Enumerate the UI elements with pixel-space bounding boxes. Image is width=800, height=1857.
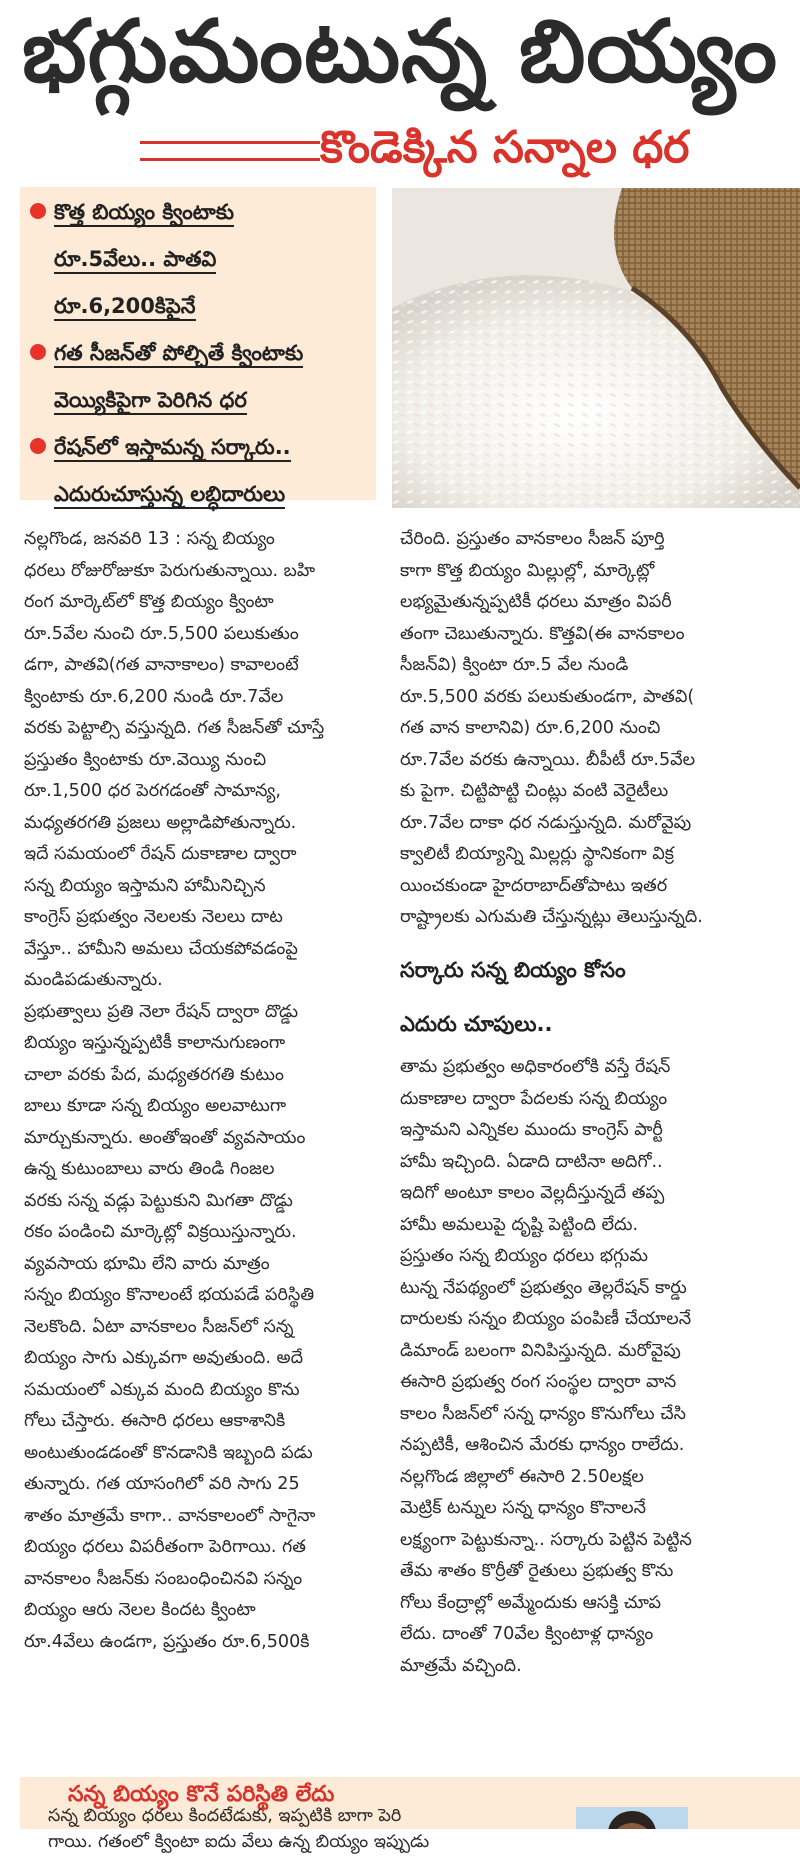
article-line: రూ.5,500 వరకు పలుకుతుండగా, పాతవి(	[400, 686, 695, 707]
article-line: సీజన్‌వి) క్వింటా రూ.5 వేల నుండి	[400, 655, 629, 675]
subheadline-banner	[140, 117, 800, 179]
article-line: దారులకు సన్నం బియ్యం పంపిణీ చేయాలనే	[400, 1309, 692, 1329]
quote-line: సన్న బియ్యం ధరలు కిందటేడుకు, ఇప్పటికి బాగా పెరి	[48, 1806, 402, 1826]
article-line: మధ్యతరగతి ప్రజలు అల్లాడిపోతున్నారు.	[24, 812, 297, 833]
rice-sack-illustration	[392, 188, 800, 508]
article-line: కాలం సీజన్‌లో సన్న ధాన్యం కొనుగోలు చేసి	[400, 1403, 686, 1424]
article-line: మార్చుకున్నారు. అంతోఇంతో వ్యవసాయం	[24, 1127, 306, 1148]
article-line: గోలు చేస్తారు. ఈసారి ధరలు ఆకాశానికి	[24, 1411, 286, 1431]
article-line: మాత్రమే వచ్చింది.	[400, 1655, 522, 1676]
article-line: డగా, పాతవి(గత వానాకాలం) కావాలంటే	[24, 655, 299, 675]
person-portrait	[576, 1807, 688, 1829]
article-line: మండిపడుతున్నారు.	[24, 970, 163, 990]
article-line: లేదు. దాంతో 70వేల క్వింటాళ్ల ధాన్యం	[400, 1624, 654, 1644]
highlight-item	[30, 424, 370, 518]
article-line: హామీ ఇచ్చింది. ఏడాది దాటినా అదిగో..	[400, 1151, 663, 1172]
article-line: కాగా కొత్త బియ్యం మిల్లుల్లో, మార్కెట్లో	[400, 560, 655, 581]
article-line: తున్నారు. గత యాసంగిలో వరి సాగు 25	[24, 1474, 300, 1494]
article-line: డిమాండ్ బలంగా వినిపిస్తున్నది. మరోవైపు	[400, 1340, 681, 1361]
section-subheading-line: సర్కారు సన్న బియ్యం కోసం	[400, 958, 626, 982]
highlight-line: కొత్త బియ్యం క్వింటాకు	[54, 200, 234, 227]
article-line: రూ.7వేల దాకా ధర నడుస్తున్నది. మరోవైపు	[400, 812, 692, 833]
article-line: చేరింది. ప్రస్తుతం వానకాలం సీజన్ పూర్తి	[400, 529, 665, 549]
article-line: రూ.4వేలు ఉండగా, ప్రస్తుతం రూ.6,500కి	[24, 1631, 310, 1652]
article-left-column	[24, 524, 374, 1658]
article-line: రూ.7వేల వరకు ఉన్నాయి. బీపీటీ రూ.5వేల	[400, 749, 696, 770]
highlight-line: రూ.5వేలు.. పాతవి	[54, 247, 216, 274]
article-line: క్వింటాకు రూ.6,200 నుండి రూ.7వేల	[24, 686, 284, 707]
highlight-item	[30, 189, 370, 330]
article-line: బియ్యం సాగు ఎక్కువగా అవుతుంది. అదే	[24, 1348, 304, 1368]
article-line: వానకాలం సీజన్‌కు సంబంధించినవి సన్నం	[24, 1568, 303, 1589]
article-line: శాతం మాత్రమే కాగా.. వానకాలంలో సాగైనా	[24, 1505, 316, 1526]
article-line: బియ్యం ఆరు నెలల కిందట క్వింటా	[24, 1600, 256, 1620]
article-line: ప్రస్తుతం సన్న బియ్యం ధరలు భగ్గుమ	[400, 1246, 649, 1266]
article-line: క్వాలిటీ బియ్యాన్ని మిల్లర్లు స్థానికంగా విక్ర	[400, 844, 674, 864]
article-line: ఈసారి ప్రభుత్వ రంగ సంస్థల ద్వారా వాన	[400, 1372, 677, 1392]
bullet-dot-icon	[30, 203, 46, 219]
highlight-line: రూ.6,200కిపైనే	[54, 294, 196, 321]
highlight-line: రేషన్‌లో ఇస్తామన్న సర్కారు..	[54, 435, 291, 462]
article-line: వరకు పెట్టాల్సి వస్తున్నది. గత సీజన్‌తో చూస్తే	[24, 718, 325, 738]
quote-line: గాయి. గతంలో క్వింటా ఐదు వేలు ఉన్న బియ్యం ఇప్పుడు	[48, 1832, 430, 1852]
headline-block	[0, 0, 800, 118]
highlight-item	[30, 330, 370, 424]
article-line: కాంగ్రెస్ ప్రభుత్వం నెలలకు నెలలు దాట	[24, 907, 283, 927]
article-line: తామ ప్రభుత్వం అధికారంలోకి వస్తే రేషన్	[400, 1057, 671, 1077]
article-line: అంటుతుండడంతో కొనడానికి ఇబ్బంది పడు	[24, 1442, 313, 1463]
article-line: బియ్యం ఇస్తున్నప్పటికీ కాలానుగుణంగా	[24, 1033, 286, 1053]
article-line: సన్నం బియ్యం కొనాలంటే భయపడే పరిస్థితి	[24, 1285, 315, 1305]
article-line: ప్రభుత్వాలు ప్రతి నెలా రేషన్ ద్వారా దొడ్డు	[24, 1001, 299, 1022]
article-line: బాలు కూడా సన్న బియ్యం అలవాటుగా	[24, 1096, 287, 1116]
article-line: గత వాన కాలానివి) రూ.6,200 నుంచి	[400, 718, 661, 738]
quote-title: సన్న బియ్యం కొనే పరిస్థితి లేదు	[68, 1782, 335, 1807]
article-line: నల్లగొండ జిల్లాలో ఈసారి 2.50లక్షల	[400, 1466, 644, 1487]
article-line: దుకాణాల ద్వారా పేదలకు సన్న బియ్యం	[400, 1088, 668, 1109]
article-line: ఇదిగో అంటూ కాలం వెల్లదీస్తున్నదే తప్ప	[400, 1183, 665, 1203]
bullet-dot-icon	[30, 438, 46, 454]
highlight-line: గత సీజన్‌తో పోల్చితే క్వింటాకు	[54, 341, 303, 368]
article-line: ప్రస్తుతం క్వింటాకు రూ.వెయ్యి నుంచి	[24, 749, 267, 770]
article-line: రూ.5వేల నుంచి రూ.5,500 పలుకుతుం	[24, 623, 299, 644]
highlight-line: ఎదురుచూస్తున్న లబ్ధిదారులు	[54, 482, 285, 509]
article-line: వ్యవసాయ భూమి లేని వారు మాత్రం	[24, 1253, 270, 1274]
article-line: ఇస్తామని ఎన్నికల ముందు కాంగ్రెస్ పార్టీ	[400, 1120, 663, 1140]
article-line: గోలు కేంద్రాల్లో అమ్మేందుకు ఆసక్తి చూప	[400, 1592, 662, 1613]
article-line: నల్లగొండ, జనవరి 13 : సన్న బియ్యం	[24, 529, 275, 549]
article-line: వేస్తూ.. హామీని అమలు చేయకపోవడంపై	[24, 938, 298, 959]
article-line: ధరలు రోజురోజుకూ పెరుగుతున్నాయి. బహి	[24, 560, 316, 581]
highlight-line: వెయ్యికిపైగా పెరిగిన ధర	[54, 388, 247, 415]
article-line: టున్న నేపథ్యంలో ప్రభుత్వం తెల్లరేషన్ కార్డు	[400, 1277, 687, 1298]
article-line: మెట్రిక్ టన్నుల సన్న ధాన్యం కొనాలనే	[400, 1498, 646, 1518]
article-line: సన్న బియ్యం ఇస్తామని హామీనిచ్చిన	[24, 875, 266, 896]
article-line: నెలకొంది. ఏటా వానకాలం సీజన్‌లో సన్న	[24, 1316, 294, 1337]
section-subheading	[400, 950, 760, 1044]
article-line: హామీ అమలుపై దృష్టి పెట్టింది లేదు.	[400, 1214, 639, 1235]
article-line: లక్ష్యంగా పెట్టుకున్నా.. సర్కారు పెట్టిన పెట్టిన	[400, 1529, 692, 1550]
article-line: సమయంలో ఎక్కువ మంది బియ్యం కొను	[24, 1379, 300, 1400]
article-line: తంగా చెబుతున్నారు. కొత్తవి(ఈ వానకాలం	[400, 623, 685, 644]
person-portrait-illustration	[576, 1807, 688, 1829]
rice-sack-photo	[392, 188, 800, 508]
article-line: రంగ మార్కెట్‌లో కొత్త బియ్యం క్వింటా	[24, 592, 274, 612]
highlights-box	[20, 187, 376, 506]
article-line: తేమ శాతం కొర్రీతో రైతులు ప్రభుత్వ కొను	[400, 1561, 674, 1581]
bullet-dot-icon	[30, 344, 46, 360]
article-right-column-top	[400, 524, 760, 934]
article-line: రకం పండించి మార్కెట్లో విక్రయిస్తున్నారు.	[24, 1222, 297, 1242]
section-subheading-line: ఎదురు చూపులు..	[400, 1012, 553, 1036]
subheadline: కొండెక్కిన సన్నాల ధర	[320, 122, 690, 173]
headline: భగ్గుమంటున్న బియ్యం	[21, 2, 779, 102]
article-line: ఉన్న కుటుంబాలు వారు తిండి గింజల	[24, 1159, 275, 1179]
article-line: వరకు సన్న వడ్లు పెట్టుకుని మిగతా దొడ్డు	[24, 1190, 293, 1211]
article-line: కు పైగా. చిట్టిపొట్టి చింట్లు వంటి వెరైటీలు	[400, 781, 669, 801]
article-line: చాలా వరకు పేద, మధ్యతరగతి కుటుం	[24, 1064, 284, 1085]
article-line: బియ్యం ధరలు విపరీతంగా పెరిగాయి. గత	[24, 1537, 306, 1557]
article-line: రూ.1,500 ధర పెరగడంతో సామాన్య,	[24, 781, 281, 801]
article-line: రాష్ట్రాలకు ఎగుమతి చేస్తున్నట్లు తెలుస్తున్నది.	[400, 907, 703, 927]
article-right-column-bottom	[400, 1052, 760, 1682]
subheadline-rule	[140, 141, 320, 161]
article-line: నప్పటికీ, ఆశించిన మేరకు ధాన్యం రాలేదు.	[400, 1435, 685, 1455]
article-line: లభ్యమైతున్నప్పటికీ ధరలు మాత్రం విపరీ	[400, 592, 672, 612]
article-line: యించకుండా హైదరాబాద్‌తోపాటు ఇతర	[400, 875, 668, 896]
article-line: ఇదే సమయంలో రేషన్ దుకాణాల ద్వారా	[24, 844, 297, 864]
